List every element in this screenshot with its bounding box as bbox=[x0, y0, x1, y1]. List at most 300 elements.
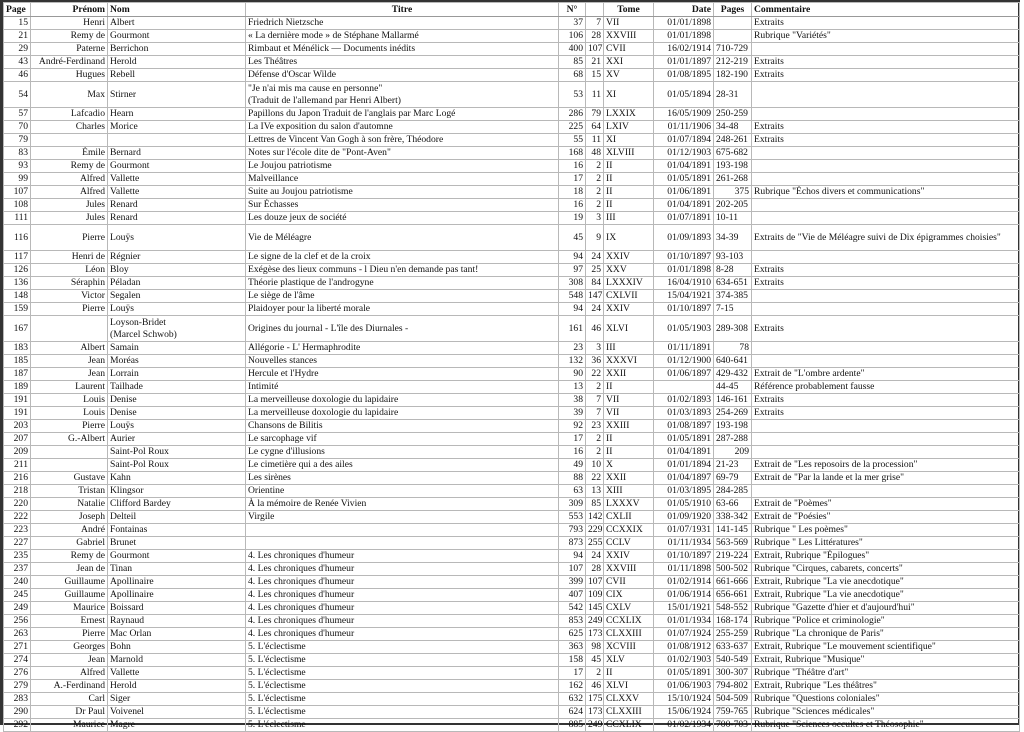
cell-numero[interactable]: 45 bbox=[559, 225, 586, 251]
cell-commentaire[interactable]: Rubrique "Gazette d'hier et d'aujourd'hui" bbox=[752, 602, 1020, 615]
cell-numero2[interactable]: 85 bbox=[586, 498, 604, 511]
cell-numero2[interactable]: 28 bbox=[586, 563, 604, 576]
cell-numero[interactable]: 85 bbox=[559, 56, 586, 69]
cell-page[interactable]: 46 bbox=[4, 69, 31, 82]
cell-commentaire[interactable] bbox=[752, 251, 1020, 264]
cell-prenom[interactable]: Jules bbox=[31, 212, 108, 225]
cell-commentaire[interactable] bbox=[752, 43, 1020, 56]
cell-numero[interactable]: 55 bbox=[559, 134, 586, 147]
cell-date[interactable]: 01/02/1934 bbox=[654, 719, 714, 732]
cell-nom[interactable]: Louÿs bbox=[108, 420, 246, 433]
cell-date[interactable]: 01/11/1906 bbox=[654, 121, 714, 134]
cell-tome[interactable]: II bbox=[604, 446, 654, 459]
cell-titre[interactable]: 4. Les chroniques d'humeur bbox=[246, 563, 559, 576]
cell-pages[interactable]: 300-307 bbox=[714, 667, 752, 680]
cell-numero[interactable]: 97 bbox=[559, 264, 586, 277]
cell-nom[interactable]: Raynaud bbox=[108, 615, 246, 628]
cell-pages[interactable]: 93-103 bbox=[714, 251, 752, 264]
cell-commentaire[interactable]: Rubrique " Les poèmes" bbox=[752, 524, 1020, 537]
cell-prenom[interactable]: G.-Albert bbox=[31, 433, 108, 446]
cell-nom[interactable]: Péladan bbox=[108, 277, 246, 290]
cell-nom[interactable]: Vallette bbox=[108, 173, 246, 186]
cell-prenom[interactable]: Carl bbox=[31, 693, 108, 706]
cell-commentaire[interactable] bbox=[752, 290, 1020, 303]
cell-date[interactable]: 15/06/1924 bbox=[654, 706, 714, 719]
cell-commentaire[interactable]: Extrait, Rubrique "Épilogues" bbox=[752, 550, 1020, 563]
cell-titre[interactable]: Hercule et l'Hydre bbox=[246, 368, 559, 381]
cell-nom[interactable]: Brunet bbox=[108, 537, 246, 550]
cell-date[interactable]: 01/05/1891 bbox=[654, 433, 714, 446]
cell-page[interactable]: 249 bbox=[4, 602, 31, 615]
cell-titre[interactable]: Vie de Méléagre bbox=[246, 225, 559, 251]
cell-commentaire[interactable]: Extraits de "Vie de Méléagre suivi de Dix épigrammes choisies" bbox=[752, 225, 1020, 251]
cell-pages[interactable]: 375 bbox=[714, 186, 752, 199]
cell-prenom[interactable] bbox=[31, 134, 108, 147]
cell-commentaire[interactable] bbox=[752, 355, 1020, 368]
cell-tome[interactable]: XLV bbox=[604, 654, 654, 667]
cell-date[interactable]: 01/02/1903 bbox=[654, 654, 714, 667]
cell-tome[interactable]: II bbox=[604, 173, 654, 186]
cell-prenom[interactable]: Ernest bbox=[31, 615, 108, 628]
cell-date[interactable]: 01/07/1891 bbox=[654, 212, 714, 225]
cell-titre[interactable]: 4. Les chroniques d'humeur bbox=[246, 589, 559, 602]
cell-page[interactable]: 185 bbox=[4, 355, 31, 368]
cell-prenom[interactable]: Pierre bbox=[31, 420, 108, 433]
cell-date[interactable]: 01/12/1900 bbox=[654, 355, 714, 368]
cell-numero2[interactable]: 7 bbox=[586, 17, 604, 30]
cell-titre[interactable]: Les Théâtres bbox=[246, 56, 559, 69]
cell-pages[interactable]: 540-549 bbox=[714, 654, 752, 667]
cell-numero2[interactable]: 2 bbox=[586, 160, 604, 173]
cell-pages[interactable]: 212-219 bbox=[714, 56, 752, 69]
cell-nom[interactable]: Saint-Pol Roux bbox=[108, 446, 246, 459]
cell-numero2[interactable]: 109 bbox=[586, 589, 604, 602]
cell-titre[interactable]: Plaidoyer pour la liberté morale bbox=[246, 303, 559, 316]
cell-numero2[interactable]: 22 bbox=[586, 368, 604, 381]
cell-prenom[interactable]: Guillaume bbox=[31, 576, 108, 589]
cell-prenom[interactable]: Léon bbox=[31, 264, 108, 277]
cell-numero2[interactable]: 24 bbox=[586, 251, 604, 264]
cell-prenom[interactable]: Jean de bbox=[31, 563, 108, 576]
cell-nom[interactable]: Hearn bbox=[108, 108, 246, 121]
cell-tome[interactable]: CCXXIX bbox=[604, 524, 654, 537]
cell-tome[interactable]: CLXXIII bbox=[604, 706, 654, 719]
cell-nom[interactable]: Tailhade bbox=[108, 381, 246, 394]
cell-pages[interactable]: 182-190 bbox=[714, 69, 752, 82]
cell-page[interactable]: 99 bbox=[4, 173, 31, 186]
cell-titre[interactable]: Les sirènes bbox=[246, 472, 559, 485]
cell-commentaire[interactable]: Extraits bbox=[752, 69, 1020, 82]
cell-tome[interactable]: III bbox=[604, 342, 654, 355]
cell-page[interactable]: 240 bbox=[4, 576, 31, 589]
cell-prenom[interactable]: Remy de bbox=[31, 160, 108, 173]
cell-pages[interactable]: 563-569 bbox=[714, 537, 752, 550]
cell-pages[interactable]: 656-661 bbox=[714, 589, 752, 602]
cell-titre[interactable]: La merveilleuse doxologie du lapidaire bbox=[246, 407, 559, 420]
cell-numero2[interactable]: 229 bbox=[586, 524, 604, 537]
cell-page[interactable]: 191 bbox=[4, 407, 31, 420]
cell-date[interactable] bbox=[654, 381, 714, 394]
cell-tome[interactable]: XXII bbox=[604, 368, 654, 381]
cell-pages[interactable]: 700-703 bbox=[714, 719, 752, 732]
cell-nom[interactable] bbox=[108, 134, 246, 147]
cell-numero2[interactable]: 107 bbox=[586, 576, 604, 589]
cell-page[interactable]: 29 bbox=[4, 43, 31, 56]
cell-numero2[interactable]: 173 bbox=[586, 706, 604, 719]
cell-tome[interactable]: XXIV bbox=[604, 251, 654, 264]
cell-numero2[interactable]: 2 bbox=[586, 433, 604, 446]
cell-date[interactable]: 01/04/1891 bbox=[654, 160, 714, 173]
cell-commentaire[interactable]: Rubrique "Police et criminologie" bbox=[752, 615, 1020, 628]
cell-tome[interactable]: XV bbox=[604, 69, 654, 82]
cell-numero[interactable]: 286 bbox=[559, 108, 586, 121]
cell-pages[interactable]: 28-31 bbox=[714, 82, 752, 108]
cell-page[interactable]: 245 bbox=[4, 589, 31, 602]
cell-titre[interactable]: Le cimetière qui a des ailes bbox=[246, 459, 559, 472]
cell-prenom[interactable]: Henri de bbox=[31, 251, 108, 264]
cell-prenom[interactable]: Jules bbox=[31, 199, 108, 212]
cell-date[interactable]: 01/08/1897 bbox=[654, 420, 714, 433]
cell-prenom[interactable]: Alfred bbox=[31, 186, 108, 199]
cell-commentaire[interactable] bbox=[752, 485, 1020, 498]
cell-nom[interactable]: Régnier bbox=[108, 251, 246, 264]
cell-titre[interactable]: 5. L'éclectisme bbox=[246, 654, 559, 667]
cell-tome[interactable]: XCVIII bbox=[604, 641, 654, 654]
cell-pages[interactable]: 254-269 bbox=[714, 407, 752, 420]
cell-numero[interactable]: 161 bbox=[559, 316, 586, 342]
cell-commentaire[interactable]: Extrait de "Poésies" bbox=[752, 511, 1020, 524]
cell-titre[interactable]: 5. L'éclectisme bbox=[246, 680, 559, 693]
cell-tome[interactable]: CVII bbox=[604, 43, 654, 56]
cell-commentaire[interactable] bbox=[752, 446, 1020, 459]
cell-pages[interactable]: 661-666 bbox=[714, 576, 752, 589]
cell-commentaire[interactable]: Extraits bbox=[752, 56, 1020, 69]
cell-date[interactable]: 01/02/1914 bbox=[654, 576, 714, 589]
cell-page[interactable]: 93 bbox=[4, 160, 31, 173]
cell-tome[interactable]: XXIV bbox=[604, 303, 654, 316]
cell-numero2[interactable]: 7 bbox=[586, 394, 604, 407]
cell-page[interactable]: 220 bbox=[4, 498, 31, 511]
cell-titre[interactable]: Sur Échasses bbox=[246, 199, 559, 212]
cell-pages[interactable]: 289-308 bbox=[714, 316, 752, 342]
cell-page[interactable]: 283 bbox=[4, 693, 31, 706]
cell-tome[interactable]: CXLII bbox=[604, 511, 654, 524]
cell-date[interactable]: 15/01/1921 bbox=[654, 602, 714, 615]
cell-commentaire[interactable]: Extraits bbox=[752, 407, 1020, 420]
cell-numero[interactable]: 363 bbox=[559, 641, 586, 654]
cell-tome[interactable]: XLVIII bbox=[604, 147, 654, 160]
cell-commentaire[interactable]: Rubrique "Variétés" bbox=[752, 30, 1020, 43]
cell-page[interactable]: 223 bbox=[4, 524, 31, 537]
cell-numero[interactable]: 225 bbox=[559, 121, 586, 134]
cell-tome[interactable]: VII bbox=[604, 17, 654, 30]
cell-numero[interactable]: 106 bbox=[559, 30, 586, 43]
cell-pages[interactable]: 284-285 bbox=[714, 485, 752, 498]
cell-numero[interactable]: 16 bbox=[559, 160, 586, 173]
cell-prenom[interactable]: Maurice bbox=[31, 719, 108, 732]
cell-numero2[interactable]: 249 bbox=[586, 719, 604, 732]
cell-pages[interactable]: 500-502 bbox=[714, 563, 752, 576]
cell-commentaire[interactable]: Extraits bbox=[752, 264, 1020, 277]
cell-tome[interactable]: CLXXIII bbox=[604, 628, 654, 641]
cell-nom[interactable]: Gourmont bbox=[108, 30, 246, 43]
cell-numero[interactable]: 38 bbox=[559, 394, 586, 407]
cell-date[interactable]: 01/03/1893 bbox=[654, 407, 714, 420]
cell-pages[interactable]: 168-174 bbox=[714, 615, 752, 628]
cell-tome[interactable]: XXI bbox=[604, 56, 654, 69]
cell-numero[interactable]: 309 bbox=[559, 498, 586, 511]
cell-date[interactable]: 01/05/1894 bbox=[654, 82, 714, 108]
cell-numero2[interactable]: 147 bbox=[586, 290, 604, 303]
header-numero2[interactable] bbox=[586, 3, 604, 17]
cell-titre[interactable]: Rimbaut et Ménélick — Documents inédits bbox=[246, 43, 559, 56]
cell-numero2[interactable]: 249 bbox=[586, 615, 604, 628]
cell-nom[interactable]: Apollinaire bbox=[108, 589, 246, 602]
cell-date[interactable]: 16/05/1909 bbox=[654, 108, 714, 121]
cell-numero2[interactable]: 2 bbox=[586, 667, 604, 680]
cell-nom[interactable]: Marnold bbox=[108, 654, 246, 667]
cell-numero[interactable]: 92 bbox=[559, 420, 586, 433]
cell-tome[interactable]: II bbox=[604, 199, 654, 212]
cell-date[interactable]: 01/07/1894 bbox=[654, 134, 714, 147]
cell-pages[interactable]: 209 bbox=[714, 446, 752, 459]
cell-titre[interactable]: Le Joujou patriotisme bbox=[246, 160, 559, 173]
cell-prenom[interactable] bbox=[31, 316, 108, 342]
cell-numero[interactable]: 53 bbox=[559, 82, 586, 108]
cell-numero[interactable]: 158 bbox=[559, 654, 586, 667]
cell-pages[interactable]: 248-261 bbox=[714, 134, 752, 147]
cell-date[interactable]: 01/10/1897 bbox=[654, 251, 714, 264]
cell-numero2[interactable]: 255 bbox=[586, 537, 604, 550]
cell-commentaire[interactable] bbox=[752, 173, 1020, 186]
cell-prenom[interactable]: Hugues bbox=[31, 69, 108, 82]
cell-numero2[interactable]: 2 bbox=[586, 199, 604, 212]
cell-page[interactable]: 211 bbox=[4, 459, 31, 472]
cell-numero[interactable]: 548 bbox=[559, 290, 586, 303]
cell-numero2[interactable]: 28 bbox=[586, 30, 604, 43]
cell-titre[interactable]: Origines du journal - L'île des Diurnales - bbox=[246, 316, 559, 342]
cell-titre[interactable]: 5. L'éclectisme bbox=[246, 706, 559, 719]
cell-tome[interactable]: CCXLIX bbox=[604, 719, 654, 732]
cell-numero2[interactable]: 45 bbox=[586, 654, 604, 667]
cell-numero[interactable]: 399 bbox=[559, 576, 586, 589]
cell-prenom[interactable]: Charles bbox=[31, 121, 108, 134]
cell-date[interactable]: 01/01/1934 bbox=[654, 615, 714, 628]
cell-page[interactable]: 222 bbox=[4, 511, 31, 524]
cell-tome[interactable]: II bbox=[604, 433, 654, 446]
cell-tome[interactable]: XXVIII bbox=[604, 30, 654, 43]
cell-page[interactable]: 227 bbox=[4, 537, 31, 550]
cell-pages[interactable]: 261-268 bbox=[714, 173, 752, 186]
cell-tome[interactable]: LXXIX bbox=[604, 108, 654, 121]
cell-numero[interactable]: 88 bbox=[559, 472, 586, 485]
cell-pages[interactable]: 710-729 bbox=[714, 43, 752, 56]
cell-date[interactable]: 01/10/1897 bbox=[654, 550, 714, 563]
cell-nom[interactable]: Segalen bbox=[108, 290, 246, 303]
cell-pages[interactable]: 338-342 bbox=[714, 511, 752, 524]
cell-nom[interactable]: Stirner bbox=[108, 82, 246, 108]
cell-commentaire[interactable]: Extrait, Rubrique "La vie anecdotique" bbox=[752, 589, 1020, 602]
cell-titre[interactable]: 4. Les chroniques d'humeur bbox=[246, 628, 559, 641]
cell-prenom[interactable]: Alfred bbox=[31, 667, 108, 680]
cell-commentaire[interactable]: Extraits bbox=[752, 134, 1020, 147]
cell-tome[interactable]: XXXVI bbox=[604, 355, 654, 368]
cell-numero2[interactable]: 98 bbox=[586, 641, 604, 654]
cell-nom[interactable]: Bloy bbox=[108, 264, 246, 277]
cell-commentaire[interactable]: Rubrique "Cirques, cabarets, concerts" bbox=[752, 563, 1020, 576]
cell-prenom[interactable]: Jean bbox=[31, 355, 108, 368]
cell-numero2[interactable]: 10 bbox=[586, 459, 604, 472]
cell-titre[interactable]: À la mémoire de Renée Vivien bbox=[246, 498, 559, 511]
cell-page[interactable]: 159 bbox=[4, 303, 31, 316]
cell-prenom[interactable]: André-Ferdinand bbox=[31, 56, 108, 69]
cell-commentaire[interactable]: Extrait, Rubrique "Musique" bbox=[752, 654, 1020, 667]
cell-date[interactable]: 01/10/1897 bbox=[654, 303, 714, 316]
cell-date[interactable]: 01/01/1898 bbox=[654, 30, 714, 43]
cell-page[interactable]: 256 bbox=[4, 615, 31, 628]
cell-page[interactable]: 216 bbox=[4, 472, 31, 485]
cell-commentaire[interactable]: Extrait, Rubrique "Le mouvement scientifique" bbox=[752, 641, 1020, 654]
cell-titre[interactable]: Défense d'Oscar Wilde bbox=[246, 69, 559, 82]
cell-numero2[interactable]: 9 bbox=[586, 225, 604, 251]
header-page[interactable]: Page bbox=[4, 3, 31, 17]
cell-prenom[interactable]: Louis bbox=[31, 394, 108, 407]
cell-numero[interactable]: 162 bbox=[559, 680, 586, 693]
cell-tome[interactable]: II bbox=[604, 381, 654, 394]
cell-titre[interactable]: 4. Les chroniques d'humeur bbox=[246, 576, 559, 589]
cell-page[interactable]: 187 bbox=[4, 368, 31, 381]
cell-titre[interactable]: 5. L'éclectisme bbox=[246, 641, 559, 654]
cell-date[interactable]: 01/11/1891 bbox=[654, 342, 714, 355]
cell-numero[interactable]: 885 bbox=[559, 719, 586, 732]
cell-prenom[interactable] bbox=[31, 459, 108, 472]
cell-titre[interactable]: 5. L'éclectisme bbox=[246, 693, 559, 706]
cell-numero[interactable]: 625 bbox=[559, 628, 586, 641]
cell-page[interactable]: 276 bbox=[4, 667, 31, 680]
cell-tome[interactable]: IX bbox=[604, 225, 654, 251]
cell-date[interactable]: 01/04/1891 bbox=[654, 446, 714, 459]
cell-pages[interactable]: 255-259 bbox=[714, 628, 752, 641]
cell-nom[interactable]: Mac Orlan bbox=[108, 628, 246, 641]
cell-pages[interactable] bbox=[714, 30, 752, 43]
cell-prenom[interactable]: Pierre bbox=[31, 628, 108, 641]
cell-numero2[interactable]: 23 bbox=[586, 420, 604, 433]
cell-prenom[interactable]: Alfred bbox=[31, 173, 108, 186]
cell-numero2[interactable]: 11 bbox=[586, 134, 604, 147]
cell-prenom[interactable]: Paterne bbox=[31, 43, 108, 56]
cell-tome[interactable]: LXXXV bbox=[604, 498, 654, 511]
cell-titre[interactable]: Papillons du Japon Traduit de l'anglais par Marc Logé bbox=[246, 108, 559, 121]
cell-commentaire[interactable] bbox=[752, 108, 1020, 121]
cell-pages[interactable]: 7-15 bbox=[714, 303, 752, 316]
cell-numero[interactable]: 400 bbox=[559, 43, 586, 56]
cell-pages[interactable]: 21-23 bbox=[714, 459, 752, 472]
cell-page[interactable]: 117 bbox=[4, 251, 31, 264]
cell-numero[interactable]: 16 bbox=[559, 199, 586, 212]
cell-pages[interactable]: 250-259 bbox=[714, 108, 752, 121]
cell-prenom[interactable]: André bbox=[31, 524, 108, 537]
cell-pages[interactable]: 640-641 bbox=[714, 355, 752, 368]
cell-commentaire[interactable]: Rubrique "Questions coloniales" bbox=[752, 693, 1020, 706]
cell-tome[interactable]: II bbox=[604, 667, 654, 680]
cell-prenom[interactable]: Gabriel bbox=[31, 537, 108, 550]
cell-nom[interactable]: Rebell bbox=[108, 69, 246, 82]
cell-tome[interactable]: VII bbox=[604, 407, 654, 420]
cell-titre[interactable]: 4. Les chroniques d'humeur bbox=[246, 550, 559, 563]
cell-page[interactable]: 183 bbox=[4, 342, 31, 355]
cell-nom[interactable]: Boissard bbox=[108, 602, 246, 615]
cell-numero2[interactable]: 2 bbox=[586, 381, 604, 394]
cell-page[interactable]: 207 bbox=[4, 433, 31, 446]
cell-prenom[interactable]: A.-Ferdinand bbox=[31, 680, 108, 693]
cell-tome[interactable]: XI bbox=[604, 134, 654, 147]
cell-titre[interactable]: Le sarcophage vif bbox=[246, 433, 559, 446]
cell-prenom[interactable]: Jean bbox=[31, 368, 108, 381]
cell-numero2[interactable]: 21 bbox=[586, 56, 604, 69]
cell-pages[interactable]: 34-48 bbox=[714, 121, 752, 134]
cell-numero2[interactable]: 46 bbox=[586, 316, 604, 342]
cell-numero2[interactable]: 36 bbox=[586, 355, 604, 368]
cell-titre[interactable]: Théorie plastique de l'androgyne bbox=[246, 277, 559, 290]
cell-numero[interactable]: 37 bbox=[559, 17, 586, 30]
cell-commentaire[interactable]: Extraits bbox=[752, 316, 1020, 342]
cell-prenom[interactable]: Max bbox=[31, 82, 108, 108]
cell-numero[interactable]: 94 bbox=[559, 303, 586, 316]
cell-nom[interactable]: Gourmont bbox=[108, 160, 246, 173]
cell-prenom[interactable]: Laurent bbox=[31, 381, 108, 394]
cell-commentaire[interactable]: Extrait de "Les reposoirs de la procession" bbox=[752, 459, 1020, 472]
cell-prenom[interactable]: Albert bbox=[31, 342, 108, 355]
cell-numero[interactable]: 632 bbox=[559, 693, 586, 706]
cell-date[interactable]: 01/06/1903 bbox=[654, 680, 714, 693]
header-pages[interactable]: Pages bbox=[714, 3, 752, 17]
cell-page[interactable]: 189 bbox=[4, 381, 31, 394]
cell-nom[interactable]: Louÿs bbox=[108, 303, 246, 316]
cell-page[interactable]: 290 bbox=[4, 706, 31, 719]
cell-titre[interactable]: 5. L'éclectisme bbox=[246, 667, 559, 680]
cell-page[interactable]: 108 bbox=[4, 199, 31, 212]
cell-nom[interactable]: Louÿs bbox=[108, 225, 246, 251]
cell-prenom[interactable]: Émile bbox=[31, 147, 108, 160]
cell-pages[interactable] bbox=[714, 17, 752, 30]
cell-numero[interactable]: 23 bbox=[559, 342, 586, 355]
cell-date[interactable]: 01/07/1924 bbox=[654, 628, 714, 641]
cell-titre[interactable]: 4. Les chroniques d'humeur bbox=[246, 602, 559, 615]
cell-tome[interactable]: XXVIII bbox=[604, 563, 654, 576]
cell-commentaire[interactable] bbox=[752, 303, 1020, 316]
cell-pages[interactable]: 141-145 bbox=[714, 524, 752, 537]
cell-commentaire[interactable] bbox=[752, 212, 1020, 225]
cell-tome[interactable]: CVII bbox=[604, 576, 654, 589]
cell-page[interactable]: 271 bbox=[4, 641, 31, 654]
cell-tome[interactable]: CXLVII bbox=[604, 290, 654, 303]
cell-titre[interactable]: Le siège de l'âme bbox=[246, 290, 559, 303]
cell-commentaire[interactable]: Extrait de "L'ombre ardente" bbox=[752, 368, 1020, 381]
cell-date[interactable]: 01/11/1934 bbox=[654, 537, 714, 550]
cell-page[interactable]: 54 bbox=[4, 82, 31, 108]
cell-numero2[interactable]: 3 bbox=[586, 212, 604, 225]
cell-numero2[interactable]: 64 bbox=[586, 121, 604, 134]
cell-page[interactable]: 107 bbox=[4, 186, 31, 199]
cell-commentaire[interactable] bbox=[752, 433, 1020, 446]
cell-page[interactable]: 83 bbox=[4, 147, 31, 160]
cell-pages[interactable]: 78 bbox=[714, 342, 752, 355]
cell-numero[interactable]: 17 bbox=[559, 667, 586, 680]
cell-nom[interactable]: Morice bbox=[108, 121, 246, 134]
cell-titre[interactable]: Intimité bbox=[246, 381, 559, 394]
cell-nom[interactable]: Apollinaire bbox=[108, 576, 246, 589]
cell-numero[interactable]: 132 bbox=[559, 355, 586, 368]
